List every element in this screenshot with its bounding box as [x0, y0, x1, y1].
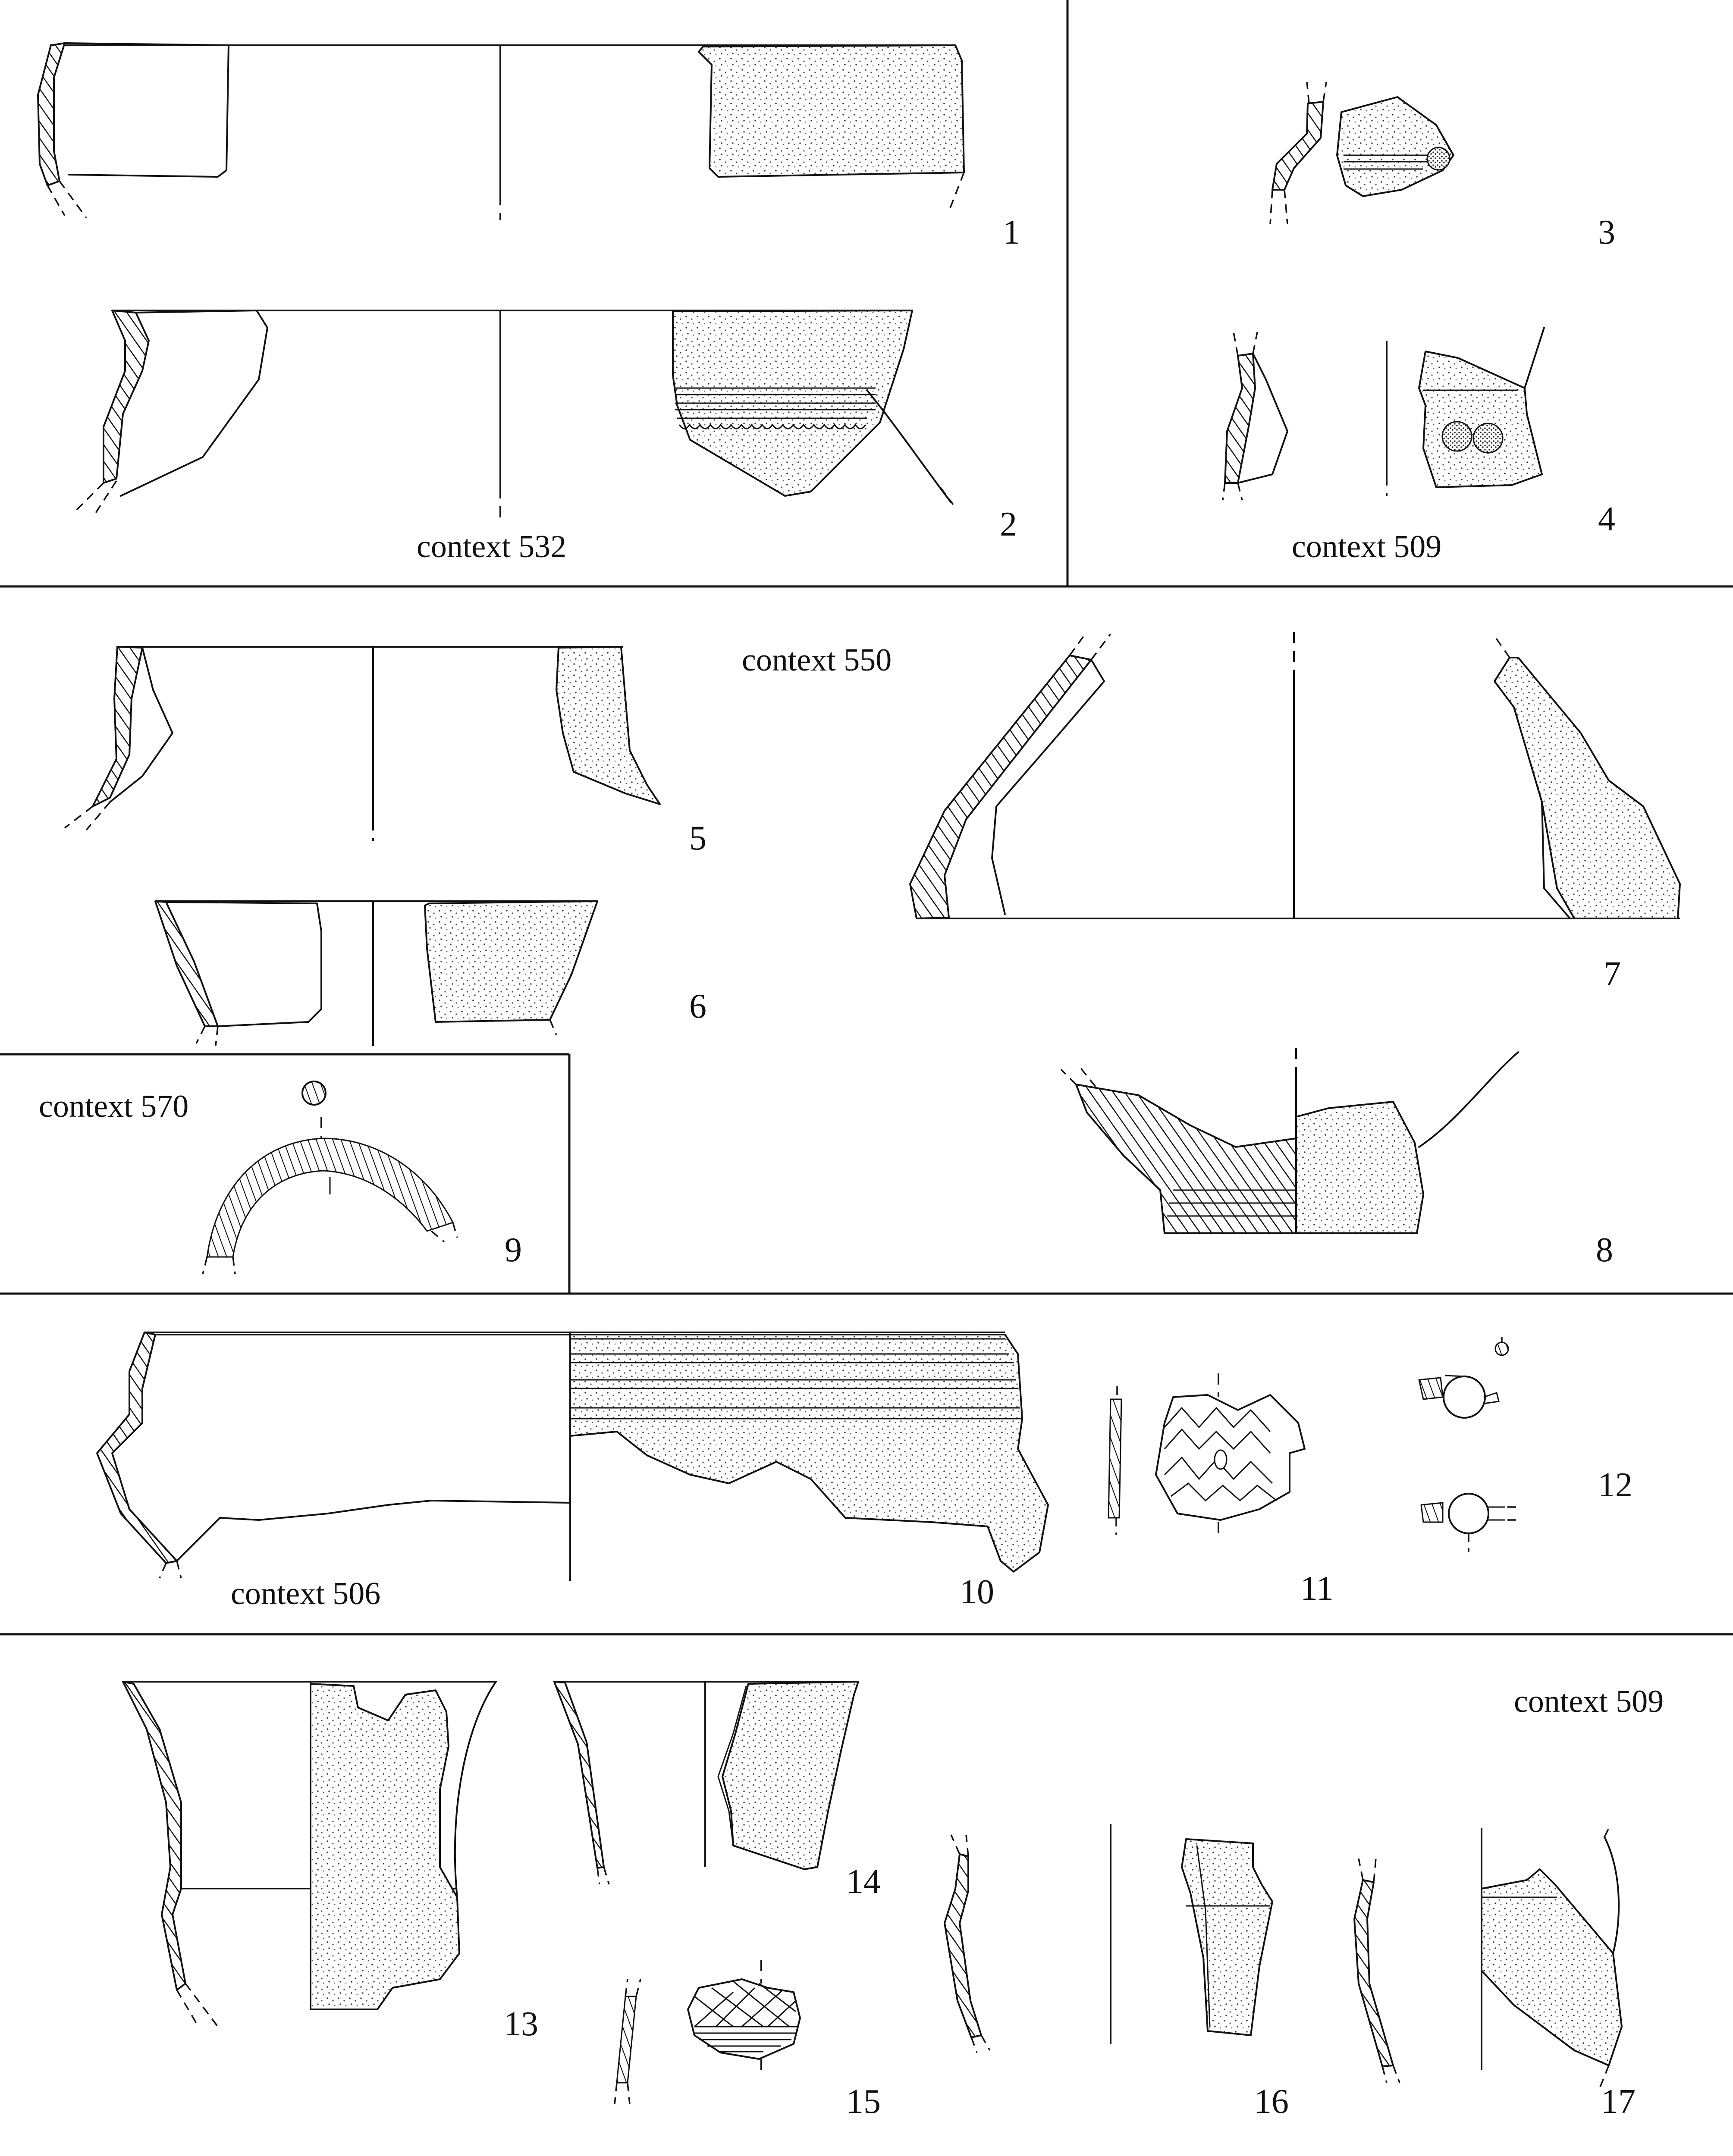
figure-number-1: 1 — [1003, 213, 1020, 251]
figure-number-8: 8 — [1596, 1231, 1613, 1269]
sherd-16-drawing — [945, 1824, 1272, 2053]
figure-number-6: 6 — [689, 987, 706, 1025]
sherd-4-drawing — [1223, 328, 1544, 500]
figure-number-2: 2 — [1000, 505, 1017, 543]
figure-number-17: 17 — [1601, 2083, 1636, 2121]
vessel-14-drawing — [554, 1682, 858, 1884]
context-label-509-bottom: context 509 — [1514, 1684, 1664, 1719]
pendant-12-drawing — [1419, 1337, 1520, 1552]
figure-number-11: 11 — [1300, 1570, 1334, 1608]
vessel-10-drawing — [97, 1332, 1048, 1583]
context-label-509-top: context 509 — [1292, 529, 1442, 564]
vessel-2-drawing — [73, 310, 953, 517]
context-label-532: context 532 — [417, 529, 567, 564]
figure-number-10: 10 — [960, 1573, 994, 1611]
figure-number-16: 16 — [1254, 2083, 1289, 2121]
sherd-17-drawing — [1354, 1828, 1622, 2087]
figure-number-3: 3 — [1598, 213, 1615, 251]
sherd-11-drawing — [1108, 1373, 1305, 1539]
context-label-506: context 506 — [231, 1576, 381, 1611]
figure-number-4: 4 — [1598, 500, 1615, 538]
vessel-1-drawing — [38, 43, 964, 220]
figure-number-5: 5 — [689, 819, 706, 857]
figure-number-13: 13 — [504, 2005, 538, 2043]
context-label-570: context 570 — [39, 1089, 189, 1124]
vessel-8-drawing — [1061, 1048, 1518, 1233]
vessel-7-drawing — [910, 632, 1680, 918]
figure-number-9: 9 — [505, 1231, 522, 1269]
figure-number-14: 14 — [846, 1863, 881, 1901]
figure-number-12: 12 — [1598, 1466, 1633, 1504]
context-label-550: context 550 — [742, 642, 892, 678]
sherd-15-drawing — [615, 1960, 800, 2104]
figure-number-15: 15 — [846, 2083, 881, 2121]
sherd-3-drawing — [1270, 82, 1454, 224]
vessel-13-drawing — [123, 1682, 496, 2027]
handle-9-drawing — [203, 1081, 457, 1274]
vessel-6-drawing — [155, 901, 597, 1052]
figure-number-7: 7 — [1604, 955, 1621, 993]
vessel-5-drawing — [65, 647, 660, 841]
